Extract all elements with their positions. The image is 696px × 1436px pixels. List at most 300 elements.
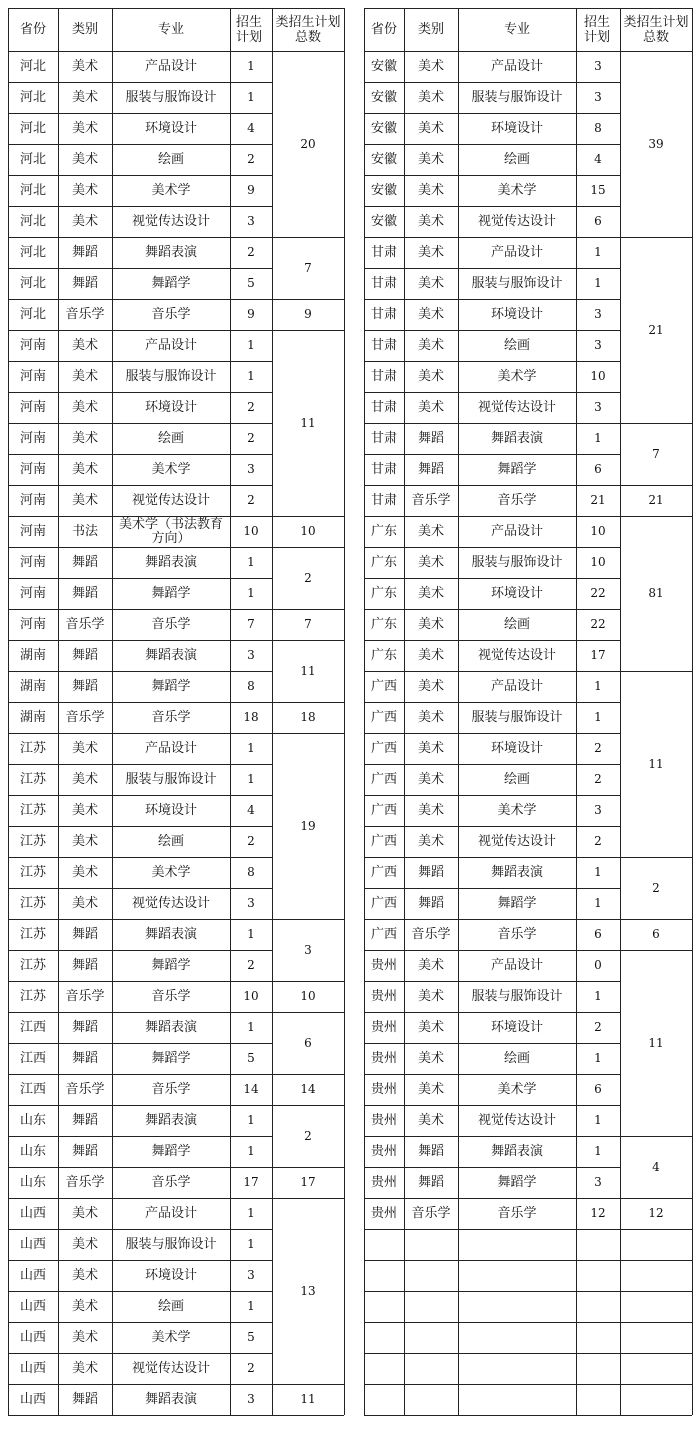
left-total-cell: 14 bbox=[300, 1082, 316, 1096]
right-plan-cell: 6 bbox=[594, 1082, 602, 1096]
left-plan-cell: 2 bbox=[247, 431, 255, 445]
right-total-cell: 7 bbox=[652, 446, 660, 461]
right-plan-cell: 1 bbox=[594, 1144, 602, 1158]
left-major-cell: 舞蹈表演 bbox=[144, 648, 197, 663]
right-major-cell: 产品设计 bbox=[490, 59, 543, 74]
left-category-cell: 舞蹈 bbox=[71, 958, 98, 973]
right-major-cell: 美术学 bbox=[497, 803, 537, 818]
left-major-cell: 视觉传达设计 bbox=[131, 214, 210, 229]
left-province-cell: 江苏 bbox=[19, 896, 46, 911]
left-category-cell: 美术 bbox=[71, 803, 98, 818]
right-major-cell: 视觉传达设计 bbox=[477, 214, 556, 229]
left-province-cell: 江西 bbox=[19, 1051, 46, 1066]
right-province-cell: 安徽 bbox=[370, 214, 397, 229]
right-category-cell: 美术 bbox=[417, 524, 444, 539]
left-total-cell: 10 bbox=[300, 989, 316, 1003]
right-major-cell: 美术学 bbox=[497, 183, 537, 198]
left-plan-cell: 9 bbox=[247, 183, 255, 197]
right-major-cell: 服装与服饰设计 bbox=[471, 989, 563, 1004]
right-province-cell: 甘肃 bbox=[370, 245, 397, 260]
right-province-cell: 甘肃 bbox=[370, 431, 397, 446]
header-plan-left: 招生计划 bbox=[235, 14, 262, 45]
left-total-cell: 17 bbox=[300, 1175, 316, 1189]
right-province-cell: 贵州 bbox=[370, 1113, 397, 1128]
right-province-cell: 贵州 bbox=[370, 958, 397, 973]
left-major-cell: 舞蹈学 bbox=[151, 679, 191, 694]
left-major-cell: 音乐学 bbox=[151, 307, 191, 322]
left-category-cell: 美术 bbox=[71, 865, 98, 880]
left-category-cell: 美术 bbox=[71, 183, 98, 198]
left-major-cell: 音乐学 bbox=[151, 617, 191, 632]
right-province-cell: 广东 bbox=[370, 555, 397, 570]
right-province-cell: 广西 bbox=[370, 710, 397, 725]
right-province-cell: 广东 bbox=[370, 648, 397, 663]
right-plan-cell: 1 bbox=[594, 896, 602, 910]
right-plan-cell: 1 bbox=[594, 865, 602, 879]
left-plan-cell: 2 bbox=[247, 834, 255, 848]
left-province-cell: 河南 bbox=[19, 617, 46, 632]
left-category-cell: 舞蹈 bbox=[71, 1020, 98, 1035]
right-plan-cell: 10 bbox=[590, 524, 606, 538]
header-province-left: 省份 bbox=[19, 22, 46, 37]
right-province-cell: 广西 bbox=[370, 865, 397, 880]
right-category-cell: 音乐学 bbox=[411, 1206, 451, 1221]
right-row-line bbox=[364, 1384, 620, 1385]
right-province-cell: 广西 bbox=[370, 679, 397, 694]
right-total-cell: 2 bbox=[652, 880, 660, 895]
right-plan-cell: 21 bbox=[590, 493, 606, 507]
right-province-cell: 安徽 bbox=[370, 152, 397, 167]
left-province-cell: 山东 bbox=[19, 1175, 46, 1190]
left-category-cell: 舞蹈 bbox=[71, 648, 98, 663]
right-category-cell: 美术 bbox=[417, 1051, 444, 1066]
right-plan-cell: 17 bbox=[590, 648, 606, 662]
left-province-cell: 河南 bbox=[19, 431, 46, 446]
right-total-line bbox=[620, 1291, 692, 1292]
left-major-cell: 舞蹈表演 bbox=[144, 927, 197, 942]
right-plan-cell: 2 bbox=[594, 834, 602, 848]
right-category-cell: 美术 bbox=[417, 1020, 444, 1035]
left-major-cell: 舞蹈表演 bbox=[144, 1392, 197, 1407]
right-major-cell: 视觉传达设计 bbox=[477, 834, 556, 849]
left-category-cell: 美术 bbox=[71, 152, 98, 167]
left-major-cell: 美术学 bbox=[151, 183, 191, 198]
left-category-cell: 美术 bbox=[71, 121, 98, 136]
right-plan-cell: 6 bbox=[594, 927, 602, 941]
right-major-cell: 环境设计 bbox=[490, 586, 543, 601]
right-total-cell: 6 bbox=[652, 927, 660, 941]
right-category-cell: 美术 bbox=[417, 1082, 444, 1097]
right-plan-cell: 3 bbox=[594, 59, 602, 73]
left-province-cell: 河南 bbox=[19, 524, 46, 539]
left-plan-cell: 18 bbox=[243, 710, 259, 724]
right-province-cell: 贵州 bbox=[370, 1144, 397, 1159]
right-province-cell: 贵州 bbox=[370, 1020, 397, 1035]
left-major-cell: 服装与服饰设计 bbox=[125, 90, 217, 105]
right-province-cell: 广西 bbox=[370, 803, 397, 818]
right-plan-cell: 22 bbox=[590, 617, 606, 631]
right-plan-cell: 8 bbox=[594, 121, 602, 135]
left-province-cell: 河南 bbox=[19, 400, 46, 415]
right-major-cell: 产品设计 bbox=[490, 679, 543, 694]
right-major-cell: 视觉传达设计 bbox=[477, 400, 556, 415]
left-province-cell: 河南 bbox=[19, 493, 46, 508]
left-province-cell: 江苏 bbox=[19, 772, 46, 787]
right-major-cell: 舞蹈学 bbox=[497, 896, 537, 911]
left-plan-cell: 1 bbox=[247, 369, 255, 383]
left-category-cell: 美术 bbox=[71, 90, 98, 105]
left-total-cell: 3 bbox=[304, 942, 312, 957]
left-province-cell: 河北 bbox=[19, 152, 46, 167]
left-province-cell: 江苏 bbox=[19, 989, 46, 1004]
left-major-cell: 舞蹈表演 bbox=[144, 1020, 197, 1035]
right-row-line bbox=[364, 1291, 620, 1292]
left-major-cell: 美术学 bbox=[151, 865, 191, 880]
right-province-cell: 广东 bbox=[370, 586, 397, 601]
left-major-cell: 音乐学 bbox=[151, 1175, 191, 1190]
left-plan-cell: 10 bbox=[243, 989, 259, 1003]
left-plan-cell: 17 bbox=[243, 1175, 259, 1189]
right-category-cell: 美术 bbox=[417, 803, 444, 818]
left-plan-cell: 2 bbox=[247, 245, 255, 259]
left-category-cell: 舞蹈 bbox=[71, 555, 98, 570]
header-category-left: 类别 bbox=[71, 22, 98, 37]
right-major-cell: 视觉传达设计 bbox=[477, 648, 556, 663]
left-major-cell: 产品设计 bbox=[144, 741, 197, 756]
left-plan-cell: 2 bbox=[247, 152, 255, 166]
left-total-cell: 10 bbox=[300, 524, 316, 538]
left-major-cell: 美术学 bbox=[151, 1330, 191, 1345]
right-major-cell: 视觉传达设计 bbox=[477, 1113, 556, 1128]
left-category-cell: 美术 bbox=[71, 369, 98, 384]
right-plan-cell: 22 bbox=[590, 586, 606, 600]
right-province-cell: 甘肃 bbox=[370, 400, 397, 415]
left-category-cell: 舞蹈 bbox=[71, 679, 98, 694]
right-category-cell: 美术 bbox=[417, 183, 444, 198]
left-category-cell: 美术 bbox=[71, 1299, 98, 1314]
left-plan-cell: 9 bbox=[247, 307, 255, 321]
left-major-cell: 舞蹈学 bbox=[151, 1144, 191, 1159]
left-major-cell: 产品设计 bbox=[144, 59, 197, 74]
left-category-cell: 音乐学 bbox=[65, 1175, 105, 1190]
left-plan-cell: 7 bbox=[247, 617, 255, 631]
left-category-cell: 舞蹈 bbox=[71, 1051, 98, 1066]
left-category-cell: 美术 bbox=[71, 1268, 98, 1283]
left-province-cell: 江西 bbox=[19, 1020, 46, 1035]
left-category-cell: 音乐学 bbox=[65, 1082, 105, 1097]
left-category-cell: 美术 bbox=[71, 493, 98, 508]
left-category-cell: 美术 bbox=[71, 431, 98, 446]
left-category-cell: 美术 bbox=[71, 1330, 98, 1345]
left-category-cell: 美术 bbox=[71, 772, 98, 787]
right-plan-cell: 1 bbox=[594, 431, 602, 445]
left-plan-cell: 5 bbox=[247, 1051, 255, 1065]
left-category-cell: 美术 bbox=[71, 834, 98, 849]
left-category-cell: 美术 bbox=[71, 896, 98, 911]
right-category-cell: 美术 bbox=[417, 586, 444, 601]
right-category-cell: 美术 bbox=[417, 276, 444, 291]
left-plan-cell: 8 bbox=[247, 865, 255, 879]
right-category-cell: 美术 bbox=[417, 59, 444, 74]
left-major-cell: 舞蹈表演 bbox=[144, 245, 197, 260]
header-total-left: 类招生计划总数 bbox=[275, 14, 341, 45]
right-category-cell: 美术 bbox=[417, 338, 444, 353]
left-province-cell: 山西 bbox=[19, 1206, 46, 1221]
right-province-cell: 安徽 bbox=[370, 90, 397, 105]
right-province-cell: 甘肃 bbox=[370, 462, 397, 477]
right-province-cell: 贵州 bbox=[370, 1175, 397, 1190]
left-province-cell: 山西 bbox=[19, 1268, 46, 1283]
right-plan-cell: 12 bbox=[590, 1206, 606, 1220]
left-total-cell: 7 bbox=[304, 617, 312, 631]
right-row-line bbox=[364, 1322, 620, 1323]
left-major-cell: 美术学（书法教育方向） bbox=[118, 516, 223, 546]
left-category-cell: 书法 bbox=[71, 524, 98, 539]
left-category-cell: 美术 bbox=[71, 1237, 98, 1252]
left-category-cell: 舞蹈 bbox=[71, 1392, 98, 1407]
left-category-cell: 美术 bbox=[71, 1361, 98, 1376]
right-category-cell: 美术 bbox=[417, 121, 444, 136]
left-category-cell: 美术 bbox=[71, 462, 98, 477]
left-province-cell: 山西 bbox=[19, 1330, 46, 1345]
right-category-cell: 舞蹈 bbox=[417, 865, 444, 880]
right-row-line bbox=[364, 1353, 620, 1354]
left-major-cell: 绘画 bbox=[157, 1299, 184, 1314]
left-total-cell: 19 bbox=[300, 818, 316, 833]
left-province-cell: 湖南 bbox=[19, 710, 46, 725]
right-category-cell: 美术 bbox=[417, 400, 444, 415]
right-plan-cell: 15 bbox=[590, 183, 606, 197]
left-province-cell: 江苏 bbox=[19, 927, 46, 942]
left-plan-cell: 1 bbox=[247, 1113, 255, 1127]
right-category-cell: 美术 bbox=[417, 152, 444, 167]
right-province-cell: 安徽 bbox=[370, 59, 397, 74]
left-category-cell: 舞蹈 bbox=[71, 1113, 98, 1128]
left-province-cell: 江苏 bbox=[19, 865, 46, 880]
right-province-cell: 广西 bbox=[370, 927, 397, 942]
left-province-cell: 河北 bbox=[19, 245, 46, 260]
left-total-cell: 7 bbox=[304, 260, 312, 275]
right-row-line bbox=[364, 1260, 620, 1261]
right-total-cell: 81 bbox=[648, 586, 664, 600]
right-category-cell: 美术 bbox=[417, 307, 444, 322]
left-major-cell: 环境设计 bbox=[144, 1268, 197, 1283]
right-major-cell: 服装与服饰设计 bbox=[471, 90, 563, 105]
right-province-cell: 贵州 bbox=[370, 1051, 397, 1066]
left-province-cell: 河北 bbox=[19, 276, 46, 291]
left-major-cell: 绘画 bbox=[157, 431, 184, 446]
right-major-cell: 环境设计 bbox=[490, 307, 543, 322]
right-plan-cell: 6 bbox=[594, 214, 602, 228]
right-plan-cell: 1 bbox=[594, 276, 602, 290]
left-province-cell: 河南 bbox=[19, 338, 46, 353]
left-plan-cell: 1 bbox=[247, 772, 255, 786]
header-province-right: 省份 bbox=[370, 22, 397, 37]
right-major-cell: 音乐学 bbox=[497, 493, 537, 508]
left-total-cell: 6 bbox=[304, 1035, 312, 1050]
left-province-cell: 湖南 bbox=[19, 679, 46, 694]
left-major-cell: 视觉传达设计 bbox=[131, 493, 210, 508]
right-plan-cell: 1 bbox=[594, 1113, 602, 1127]
right-province-cell: 广东 bbox=[370, 524, 397, 539]
left-province-cell: 河南 bbox=[19, 369, 46, 384]
left-province-cell: 江苏 bbox=[19, 741, 46, 756]
right-province-cell: 贵州 bbox=[370, 1082, 397, 1097]
right-major-cell: 美术学 bbox=[497, 369, 537, 384]
left-major-cell: 环境设计 bbox=[144, 121, 197, 136]
left-category-cell: 美术 bbox=[71, 214, 98, 229]
left-major-cell: 舞蹈表演 bbox=[144, 555, 197, 570]
right-category-cell: 舞蹈 bbox=[417, 1175, 444, 1190]
right-plan-cell: 3 bbox=[594, 90, 602, 104]
right-major-cell: 绘画 bbox=[503, 617, 530, 632]
right-province-cell: 安徽 bbox=[370, 121, 397, 136]
right-plan-cell: 3 bbox=[594, 338, 602, 352]
right-total-cell: 12 bbox=[648, 1206, 664, 1220]
left-category-cell: 舞蹈 bbox=[71, 586, 98, 601]
header-plan-right: 招生计划 bbox=[583, 14, 610, 45]
left-province-cell: 河北 bbox=[19, 214, 46, 229]
left-category-cell: 美术 bbox=[71, 1206, 98, 1221]
right-major-cell: 环境设计 bbox=[490, 121, 543, 136]
left-major-cell: 产品设计 bbox=[144, 338, 197, 353]
right-row-line bbox=[364, 1415, 620, 1416]
left-province-cell: 山西 bbox=[19, 1392, 46, 1407]
left-major-cell: 视觉传达设计 bbox=[131, 896, 210, 911]
right-major-cell: 美术学 bbox=[497, 1082, 537, 1097]
left-major-cell: 绘画 bbox=[157, 834, 184, 849]
left-plan-cell: 1 bbox=[247, 927, 255, 941]
right-category-cell: 音乐学 bbox=[411, 927, 451, 942]
right-province-cell: 甘肃 bbox=[370, 276, 397, 291]
right-plan-cell: 6 bbox=[594, 462, 602, 476]
left-plan-cell: 10 bbox=[243, 524, 259, 538]
right-major-cell: 产品设计 bbox=[490, 958, 543, 973]
left-province-cell: 江苏 bbox=[19, 834, 46, 849]
right-category-cell: 美术 bbox=[417, 617, 444, 632]
right-major-cell: 舞蹈学 bbox=[497, 1175, 537, 1190]
right-province-cell: 贵州 bbox=[370, 989, 397, 1004]
left-province-cell: 山东 bbox=[19, 1113, 46, 1128]
right-row-line bbox=[364, 1229, 620, 1230]
left-major-cell: 舞蹈学 bbox=[151, 586, 191, 601]
left-category-cell: 音乐学 bbox=[65, 307, 105, 322]
left-province-cell: 河北 bbox=[19, 183, 46, 198]
left-category-cell: 美术 bbox=[71, 338, 98, 353]
right-plan-cell: 3 bbox=[594, 307, 602, 321]
left-province-cell: 河北 bbox=[19, 121, 46, 136]
left-total-cell: 18 bbox=[300, 710, 316, 724]
left-category-cell: 舞蹈 bbox=[71, 276, 98, 291]
left-plan-cell: 1 bbox=[247, 586, 255, 600]
left-plan-cell: 3 bbox=[247, 648, 255, 662]
left-total-cell: 13 bbox=[300, 1283, 316, 1298]
right-province-cell: 广西 bbox=[370, 741, 397, 756]
left-plan-cell: 3 bbox=[247, 462, 255, 476]
left-plan-cell: 3 bbox=[247, 1268, 255, 1282]
right-category-cell: 舞蹈 bbox=[417, 462, 444, 477]
right-province-cell: 广东 bbox=[370, 617, 397, 632]
right-plan-cell: 10 bbox=[590, 369, 606, 383]
left-province-cell: 江苏 bbox=[19, 958, 46, 973]
left-plan-cell: 2 bbox=[247, 493, 255, 507]
left-row-line bbox=[8, 1415, 272, 1416]
left-col-line-5 bbox=[344, 8, 345, 1415]
right-major-cell: 服装与服饰设计 bbox=[471, 276, 563, 291]
right-col-line-5 bbox=[692, 8, 693, 1415]
right-major-cell: 环境设计 bbox=[490, 741, 543, 756]
right-category-cell: 美术 bbox=[417, 710, 444, 725]
right-category-cell: 美术 bbox=[417, 834, 444, 849]
left-major-cell: 舞蹈学 bbox=[151, 276, 191, 291]
right-total-cell: 21 bbox=[648, 493, 664, 507]
left-plan-cell: 2 bbox=[247, 400, 255, 414]
left-total-cell: 11 bbox=[300, 415, 316, 430]
right-category-cell: 美术 bbox=[417, 958, 444, 973]
right-total-cell: 11 bbox=[648, 756, 664, 771]
left-plan-cell: 3 bbox=[247, 896, 255, 910]
left-plan-cell: 1 bbox=[247, 1020, 255, 1034]
left-major-cell: 产品设计 bbox=[144, 1206, 197, 1221]
left-major-cell: 美术学 bbox=[151, 462, 191, 477]
left-province-cell: 山西 bbox=[19, 1361, 46, 1376]
right-category-cell: 美术 bbox=[417, 989, 444, 1004]
right-plan-cell: 2 bbox=[594, 1020, 602, 1034]
left-category-cell: 音乐学 bbox=[65, 989, 105, 1004]
right-plan-cell: 1 bbox=[594, 679, 602, 693]
left-major-cell: 视觉传达设计 bbox=[131, 1361, 210, 1376]
right-major-cell: 舞蹈表演 bbox=[490, 431, 543, 446]
left-province-cell: 江苏 bbox=[19, 803, 46, 818]
left-plan-cell: 5 bbox=[247, 1330, 255, 1344]
right-plan-cell: 3 bbox=[594, 803, 602, 817]
right-major-cell: 绘画 bbox=[503, 1051, 530, 1066]
right-major-cell: 服装与服饰设计 bbox=[471, 710, 563, 725]
right-major-cell: 绘画 bbox=[503, 772, 530, 787]
right-province-cell: 广西 bbox=[370, 896, 397, 911]
right-category-cell: 美术 bbox=[417, 369, 444, 384]
left-province-cell: 山东 bbox=[19, 1144, 46, 1159]
right-plan-cell: 2 bbox=[594, 741, 602, 755]
right-total-cell: 11 bbox=[648, 1035, 664, 1050]
right-province-cell: 贵州 bbox=[370, 1206, 397, 1221]
right-province-cell: 安徽 bbox=[370, 183, 397, 198]
left-plan-cell: 1 bbox=[247, 59, 255, 73]
left-major-cell: 环境设计 bbox=[144, 803, 197, 818]
left-total-cell: 2 bbox=[304, 1128, 312, 1143]
left-plan-cell: 1 bbox=[247, 1299, 255, 1313]
right-province-cell: 甘肃 bbox=[370, 493, 397, 508]
right-category-cell: 舞蹈 bbox=[417, 1144, 444, 1159]
right-major-cell: 服装与服饰设计 bbox=[471, 555, 563, 570]
left-category-cell: 美术 bbox=[71, 59, 98, 74]
right-total-line bbox=[620, 1260, 692, 1261]
right-plan-cell: 1 bbox=[594, 245, 602, 259]
right-major-cell: 舞蹈表演 bbox=[490, 1144, 543, 1159]
right-total-line bbox=[620, 1229, 692, 1230]
right-total-line bbox=[620, 1384, 692, 1385]
left-plan-cell: 1 bbox=[247, 1237, 255, 1251]
header-total-right: 类招生计划总数 bbox=[623, 14, 689, 45]
right-category-cell: 美术 bbox=[417, 772, 444, 787]
left-major-cell: 舞蹈表演 bbox=[144, 1113, 197, 1128]
right-plan-cell: 1 bbox=[594, 1051, 602, 1065]
right-total-line bbox=[620, 1415, 692, 1416]
left-province-cell: 河南 bbox=[19, 555, 46, 570]
left-category-cell: 音乐学 bbox=[65, 710, 105, 725]
right-plan-cell: 1 bbox=[594, 710, 602, 724]
left-plan-cell: 1 bbox=[247, 1144, 255, 1158]
